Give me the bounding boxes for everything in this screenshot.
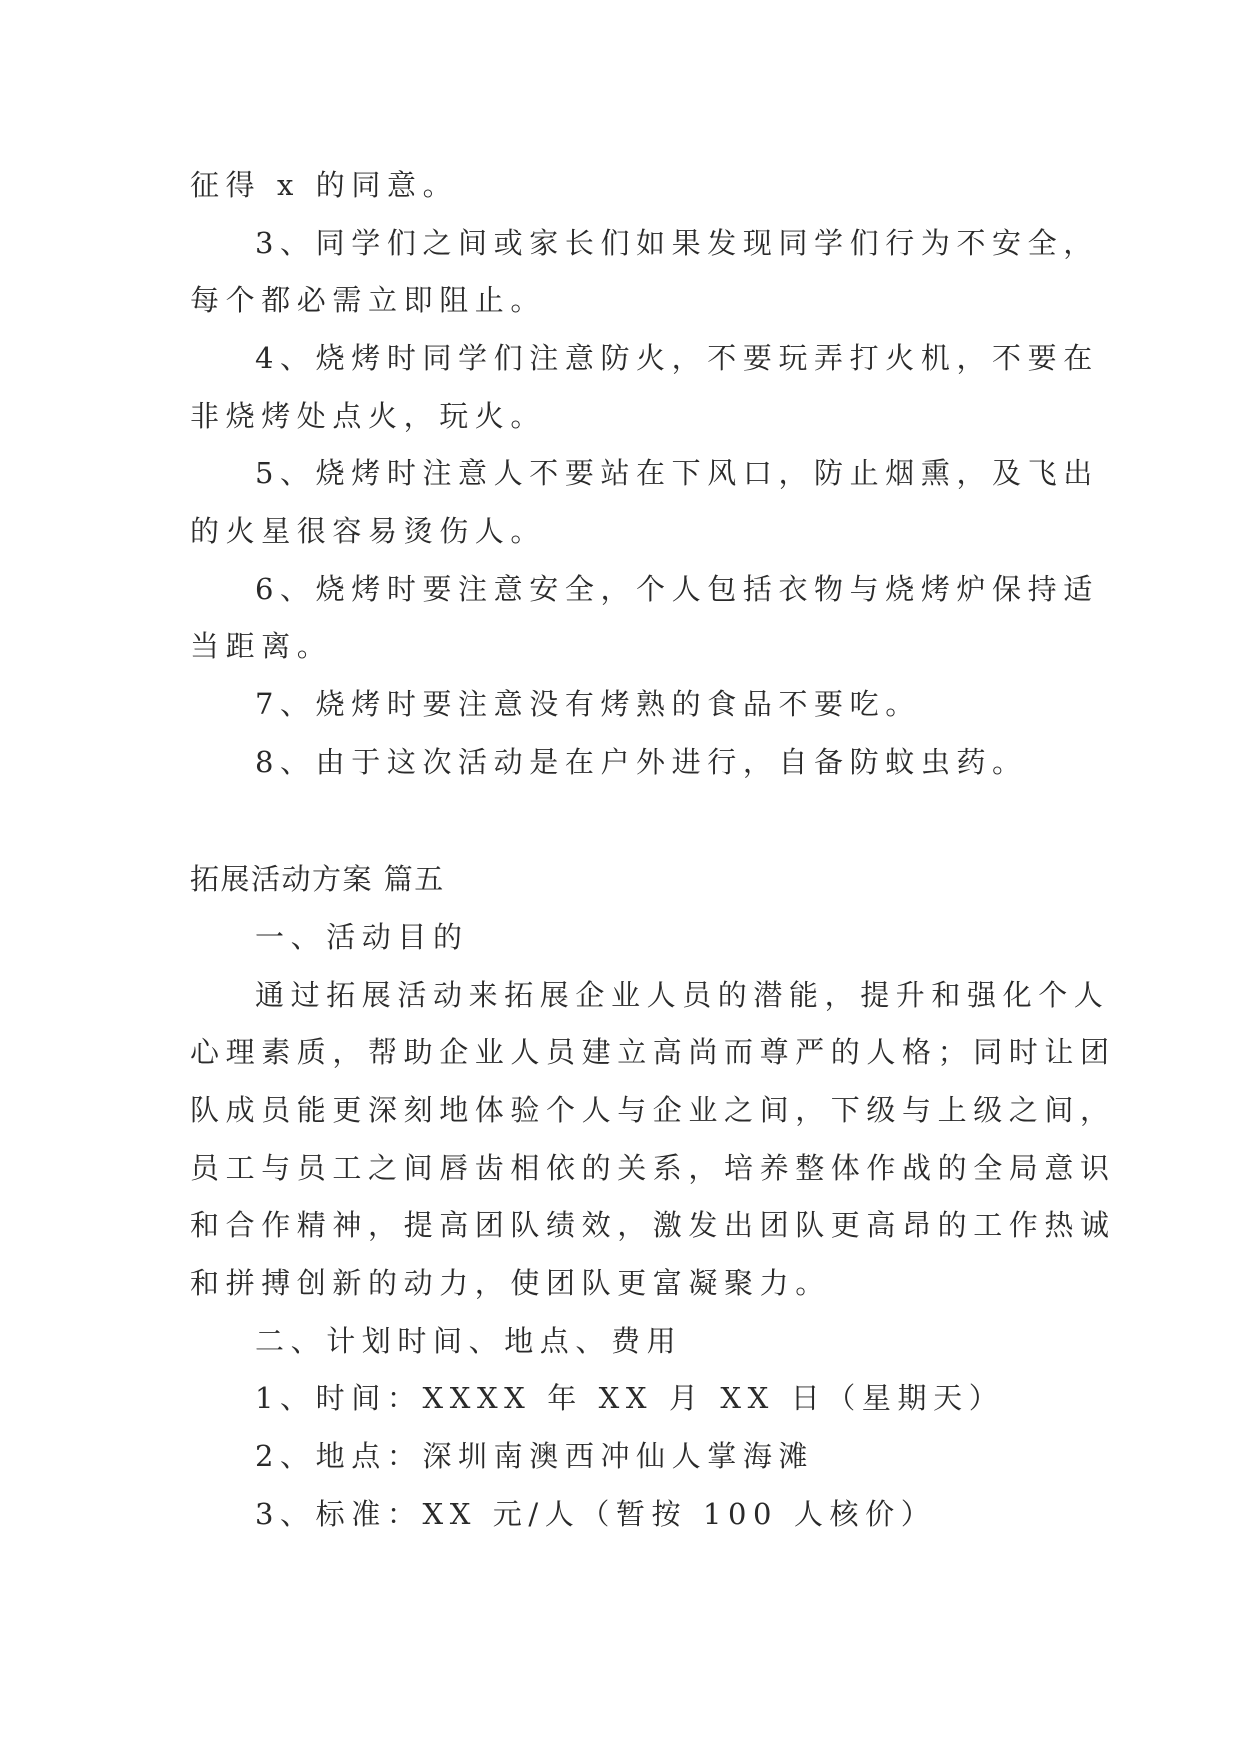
text-line-4: 4、烧烤时同学们注意防火，不要玩弄打火机，不要在 — [255, 341, 1099, 375]
text-line-19: 2、地点：深圳南澳西冲仙人掌海滩 — [255, 1439, 815, 1473]
text-line-2: 3、同学们之间或家长们如果发现同学们行为不安全， — [255, 226, 1099, 260]
subheading-purpose: 一、活动目的 — [255, 920, 469, 954]
text-line-6: 5、烧烤时注意人不要站在下风口，防止烟熏，及飞出 — [255, 456, 1099, 490]
text-line-11: 8、由于这次活动是在户外进行，自备防蚊虫药。 — [255, 745, 1028, 779]
text-line-17: 和拼搏创新的动力，使团队更富凝聚力。 — [190, 1266, 831, 1300]
text-line-3: 每个都必需立即阻止。 — [190, 283, 547, 317]
text-line-20: 3、标准：XX 元/人（暂按 100 人核价） — [255, 1497, 937, 1531]
text-line-9: 当距离。 — [190, 629, 333, 663]
subheading-plan: 二、计划时间、地点、费用 — [255, 1324, 683, 1358]
text-line-5: 非烧烤处点火，玩火。 — [190, 399, 547, 433]
text-line-10: 7、烧烤时要注意没有烤熟的食品不要吃。 — [255, 687, 921, 721]
text-line-16: 和合作精神，提高团队绩效，激发出团队更高昂的工作热诚 — [190, 1208, 1116, 1242]
text-line-18: 1、时间：XXXX 年 XX 月 XX 日（星期天） — [255, 1381, 1005, 1415]
text-line-15: 员工与员工之间唇齿相依的关系，培养整体作战的全局意识 — [190, 1151, 1116, 1185]
text-line-14: 队成员能更深刻地体验个人与企业之间，下级与上级之间， — [190, 1093, 1116, 1127]
text-line-13: 心理素质，帮助企业人员建立高尚而尊严的人格；同时让团 — [190, 1035, 1116, 1069]
text-line-8: 6、烧烤时要注意安全，个人包括衣物与烧烤炉保持适 — [255, 572, 1099, 606]
section-heading: 拓展活动方案 篇五 — [190, 862, 445, 896]
text-line-1: 征得 x 的同意。 — [190, 168, 459, 202]
text-line-12: 通过拓展活动来拓展企业人员的潜能，提升和强化个人 — [255, 978, 1110, 1012]
text-line-7: 的火星很容易烫伤人。 — [190, 514, 547, 548]
